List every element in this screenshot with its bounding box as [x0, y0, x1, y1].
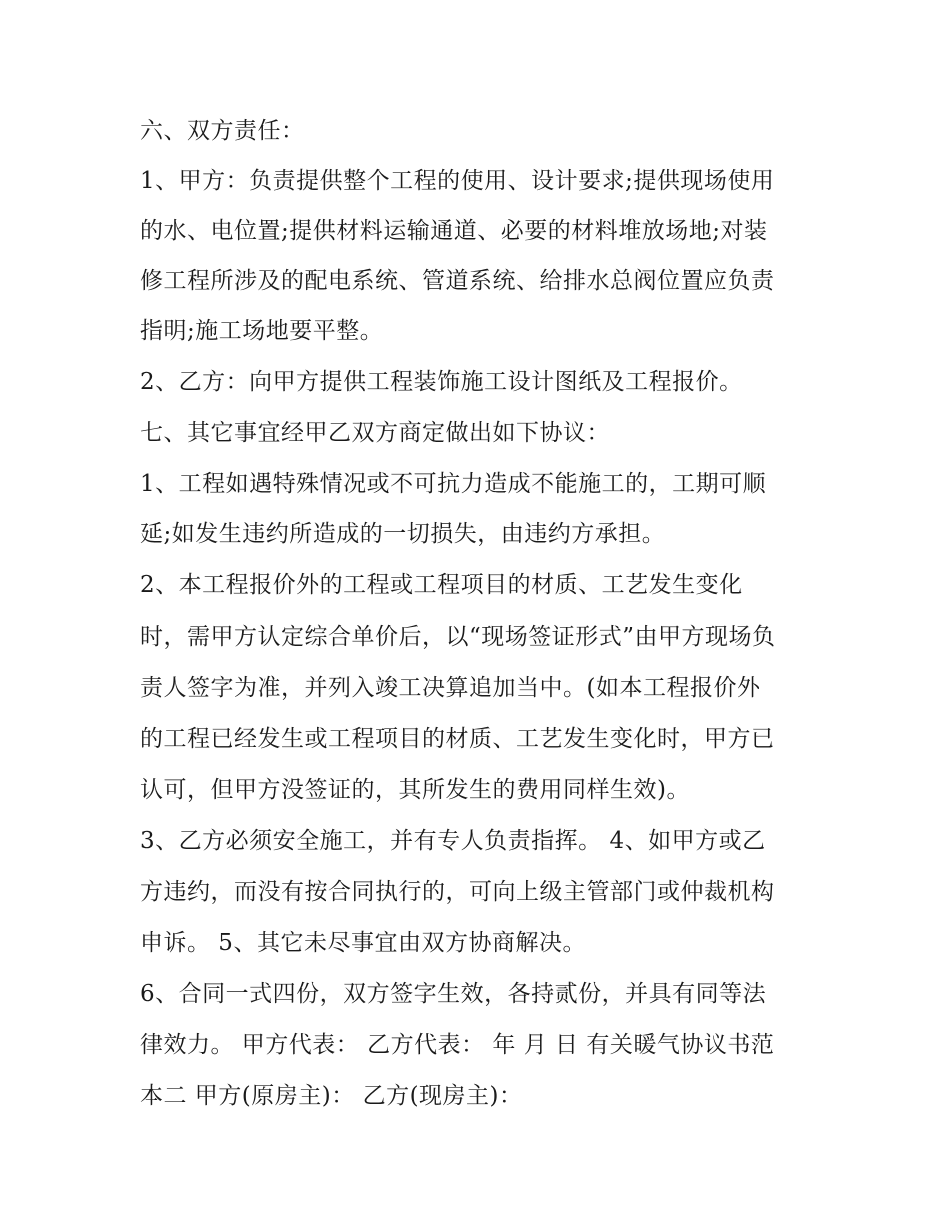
text-line: 的水、电位置;提供材料运输通道、必要的材料堆放场地;对装	[140, 218, 768, 244]
text-line: 的工程已经发生或工程项目的材质、工艺发生变化时，甲方已	[140, 726, 775, 752]
text-line: 2、乙方：向甲方提供工程装饰施工设计图纸及工程报价。	[140, 369, 743, 395]
text-line: 6、合同一式四份，双方签字生效，各持贰份，并具有同等法	[140, 981, 767, 1007]
text-line: 时，需甲方认定综合单价后，以“现场签证形式”由甲方现场负	[140, 624, 776, 650]
text-line: 3、乙方必须安全施工，并有专人负责指挥。 4、如甲方或乙	[140, 828, 766, 854]
text-line: 方违约，而没有按合同执行的，可向上级主管部门或仲裁机构	[140, 879, 775, 905]
section-heading-other-matters: 七、其它事宜经甲乙双方商定做出如下协议：	[140, 420, 610, 446]
text-line: 指明;施工场地要平整。	[140, 318, 384, 344]
text-line: 责人签字为准，并列入竣工决算追加当中。(如本工程报价外	[140, 675, 761, 701]
text-line: 1、甲方：负责提供整个工程的使用、设计要求;提供现场使用	[140, 168, 775, 194]
text-line: 申诉。 5、其它未尽事宜由双方协商解决。	[140, 930, 586, 956]
text-line: 本二 甲方(原房主)： 乙方(现房主)：	[140, 1083, 523, 1109]
text-line: 认可，但甲方没签证的，其所发生的费用同样生效)。	[140, 777, 690, 803]
section-heading-responsibilities: 六、双方责任：	[140, 118, 305, 144]
text-line: 1、工程如遇特殊情况或不可抗力造成不能施工的，工期可顺	[140, 471, 767, 497]
text-line: 延;如发生违约所造成的一切损失，由违约方承担。	[140, 521, 666, 547]
text-line: 律效力。 甲方代表： 乙方代表： 年 月 日 有关暖气协议书范	[140, 1032, 775, 1058]
text-line: 修工程所涉及的配电系统、管道系统、给排水总阀位置应负责	[140, 268, 775, 294]
text-line: 2、本工程报价外的工程或工程项目的材质、工艺发生变化	[140, 572, 743, 598]
